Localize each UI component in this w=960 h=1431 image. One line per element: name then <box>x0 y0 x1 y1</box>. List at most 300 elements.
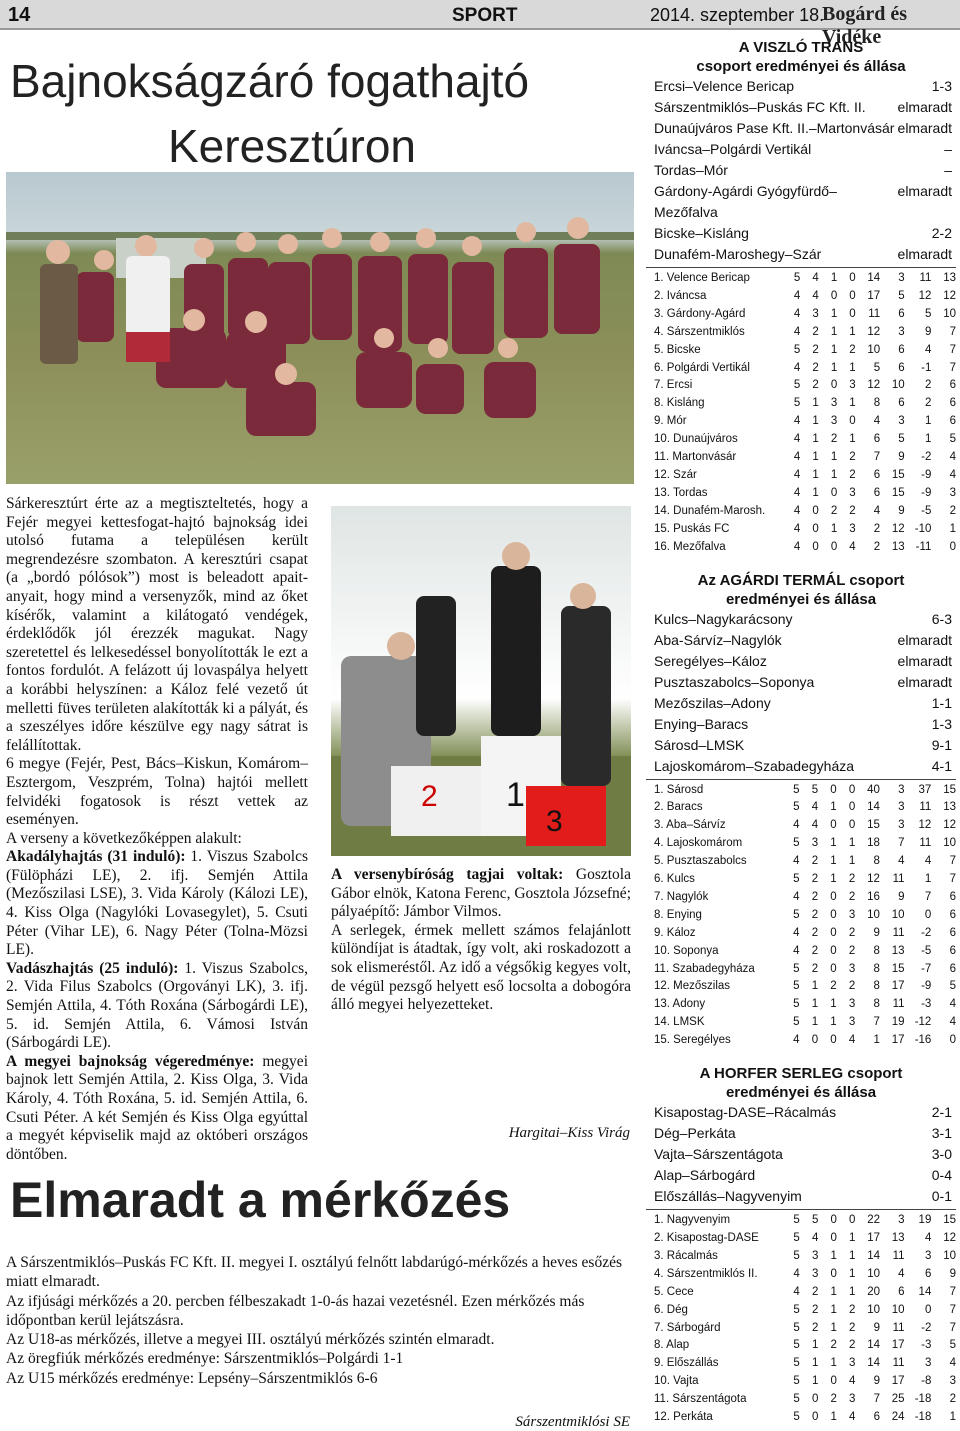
stat-cell: 1 <box>949 522 956 535</box>
stat-cell: 3 <box>898 325 905 338</box>
stat-cell: 4 <box>849 540 856 553</box>
stat-cell: 6 <box>873 486 881 499</box>
stat-cell: 14 <box>867 1357 880 1370</box>
team-name: 6. Dég <box>654 1303 688 1316</box>
stat-cell: -2 <box>921 451 932 464</box>
stat-cell: 1 <box>830 801 837 814</box>
team-name: 15. Seregélyes <box>654 1034 731 1047</box>
stat-cell: 7 <box>898 837 905 850</box>
stat-cell: 4 <box>898 855 905 868</box>
stat-cell: 3 <box>848 962 856 975</box>
stat-cell: 2 <box>849 343 856 356</box>
match-teams: Ercsi–Velence Bericap <box>654 78 795 94</box>
stat-cell: 9 <box>898 451 905 464</box>
stat-cell: 5 <box>793 873 800 886</box>
stat-cell: 2 <box>924 397 932 410</box>
stat-cell: 4 <box>848 1034 856 1047</box>
stat-cell: 1 <box>830 837 837 850</box>
newspaper-brand: Bogárd és Vidéke <box>822 3 907 48</box>
stat-cell: -5 <box>921 504 932 517</box>
stat-cell: 7 <box>873 1016 880 1029</box>
stat-cell: 2 <box>849 1321 856 1334</box>
team-name: 2. Kisapostag-DASE <box>654 1232 759 1244</box>
group-photo-graphic <box>6 172 634 484</box>
stat-cell: 1 <box>849 397 856 410</box>
stat-cell: 1 <box>811 1375 819 1388</box>
section-title: SPORT <box>452 5 518 26</box>
stat-cell: 1 <box>830 343 838 356</box>
stat-cell: 7 <box>949 1285 956 1298</box>
stat-cell: 5 <box>793 980 800 993</box>
stat-cell: 0 <box>849 289 856 302</box>
stat-cell: -8 <box>921 1375 932 1388</box>
match-score: 0-4 <box>931 1167 952 1184</box>
match-score: – <box>944 141 952 157</box>
match-score: 2-1 <box>931 1104 952 1121</box>
stat-cell: 1 <box>830 873 837 886</box>
group2-title: Az AGÁRDI TERMÁL csoport <box>697 571 905 589</box>
match-teams: Dég–Perkáta <box>654 1125 736 1142</box>
stat-cell: 14 <box>867 272 881 284</box>
stat-cell: 4 <box>949 451 956 464</box>
team-name: 15. Puskás FC <box>654 522 730 535</box>
stat-cell: 8 <box>873 397 881 410</box>
group1-heading <box>646 38 956 76</box>
match-teams: Tordas–Mór <box>654 162 728 178</box>
article-title-line1: Bajnokságzáró fogathajtó <box>10 55 530 107</box>
stat-cell: 2 <box>830 1393 837 1406</box>
standings-row <box>646 943 956 961</box>
team-name: 7. Sárbogárd <box>654 1321 721 1334</box>
team-name: 2. Iváncsa <box>654 289 707 302</box>
match-teams: Bicske–Kisláng <box>654 225 749 241</box>
stat-cell: 15 <box>891 468 905 481</box>
stat-cell: 5 <box>793 1339 800 1352</box>
stat-cell: 0 <box>830 1214 837 1227</box>
stat-cell: 3 <box>849 379 856 392</box>
stat-cell: 3 <box>949 486 956 499</box>
team-name: 14. LMSK <box>654 1016 705 1029</box>
standings-row <box>646 360 956 378</box>
stat-cell: 6 <box>898 343 905 356</box>
team-name: 5. Pusztaszabolcs <box>654 855 747 868</box>
stat-cell: 0 <box>812 522 819 535</box>
match-result-row <box>646 76 956 97</box>
stat-cell: 13 <box>943 801 956 814</box>
stat-cell: 4 <box>793 1267 800 1280</box>
stat-cell: 2 <box>849 468 856 481</box>
stat-cell: 17 <box>891 1034 905 1047</box>
stat-cell: 11 <box>919 801 932 814</box>
stat-cell: 4 <box>924 343 932 356</box>
stat-cell: 5 <box>898 289 905 302</box>
label-final: A megyei bajnokság végeredménye: <box>6 1052 255 1070</box>
match-score: 4-1 <box>931 757 952 774</box>
stat-cell: 1 <box>830 361 838 374</box>
standings-row <box>646 1391 956 1409</box>
group2-results <box>646 609 956 777</box>
stat-cell: 1 <box>812 486 819 499</box>
team-name: 9. Káloz <box>654 926 696 939</box>
stat-cell: 2 <box>811 873 819 886</box>
group3-results <box>646 1102 956 1207</box>
match-teams: Sárosd–LMSK <box>654 736 745 753</box>
issue-date: 2014. szeptember 18. <box>650 5 825 25</box>
stat-cell: 11 <box>892 873 905 886</box>
stat-cell: 1 <box>830 451 838 464</box>
match-teams: Iváncsa–Polgárdi Vertikál <box>654 141 812 157</box>
stat-cell: 6 <box>949 944 956 957</box>
stat-cell: -12 <box>914 1016 932 1029</box>
stat-cell: 3 <box>924 1249 932 1262</box>
article2-body <box>6 1253 634 1388</box>
stat-cell: 2 <box>873 540 881 553</box>
stat-cell: 1 <box>811 998 819 1011</box>
stat-cell: 2 <box>830 1339 837 1352</box>
stat-cell: 4 <box>793 325 801 338</box>
team-name: 8. Kisláng <box>654 397 705 410</box>
stat-cell: -7 <box>921 962 932 975</box>
stat-cell: 1 <box>849 1249 856 1262</box>
stat-cell: 7 <box>949 343 956 356</box>
stat-cell: 3 <box>849 1393 856 1406</box>
stat-cell: 6 <box>949 890 956 903</box>
divider <box>646 267 956 268</box>
team-name: 6. Kulcs <box>654 873 695 886</box>
stat-cell: 8 <box>873 944 880 957</box>
match-score: – <box>944 162 952 178</box>
stat-cell: -10 <box>914 522 932 535</box>
stat-cell: 8 <box>873 855 880 868</box>
team-name: 7. Ercsi <box>654 379 693 392</box>
team-name: 1. Nagyvenyim <box>654 1214 731 1227</box>
stat-cell: 2 <box>830 433 838 446</box>
stat-cell: 4 <box>812 289 819 302</box>
stat-cell: 3 <box>898 819 905 832</box>
match-teams: Mezőszilas–Adony <box>654 694 771 711</box>
stat-cell: 1 <box>830 1285 837 1298</box>
stat-cell: 14 <box>867 1249 880 1262</box>
stat-cell: 6 <box>873 468 881 481</box>
team-name: 12. Mezőszilas <box>654 980 731 993</box>
stat-cell: 4 <box>811 819 819 832</box>
team-name: 16. Mezőfalva <box>654 540 726 553</box>
match-teams: Pusztaszabolcs–Soponya <box>654 673 815 690</box>
standings-row <box>646 306 956 324</box>
stat-cell: 9 <box>898 504 905 517</box>
stat-cell: 14 <box>867 801 880 814</box>
jury-members: Gosztola Gábor elnök, Katona Ferenc, Gosztola Józsefné; pályaépítő: Jámbor Vilmos. <box>331 866 631 921</box>
standings-row <box>646 1373 956 1391</box>
stat-cell: 0 <box>924 908 932 921</box>
stat-cell: 5 <box>793 908 800 921</box>
stat-cell: 14 <box>867 1339 880 1352</box>
match-teams: Aba-Sárvíz–Nagylók <box>654 631 782 648</box>
stat-cell: 1 <box>830 1249 837 1262</box>
stat-cell: 0 <box>830 926 837 939</box>
stat-cell: 5 <box>793 1214 800 1227</box>
match-score: 9-1 <box>931 736 952 753</box>
standings-row <box>646 782 956 800</box>
stat-cell: -11 <box>915 540 932 553</box>
stat-cell: 12 <box>943 289 956 302</box>
stat-cell: 4 <box>793 1285 800 1298</box>
stat-cell: 9 <box>898 890 905 903</box>
stat-cell: 4 <box>793 415 801 428</box>
standings-row <box>646 1320 956 1338</box>
team-name: 6. Polgárdi Vertikál <box>654 361 750 374</box>
stat-cell: -16 <box>914 1034 932 1047</box>
match-result-row <box>646 139 956 160</box>
match-result-row <box>646 714 956 735</box>
stat-cell: 8 <box>873 998 880 1011</box>
stat-cell: 0 <box>830 908 837 921</box>
standings-row <box>646 889 956 907</box>
match-result-row <box>646 97 956 118</box>
article-paragraph: 6 megye (Fejér, Pest, Bács–Kiskun, Komárom–Esztergom, Veszprém, Tolna) hajtói mellett felvidéki fogatosok is részt vettek az eseményen. <box>6 755 308 829</box>
team-name: 1. Velence Bericap <box>654 272 750 284</box>
stat-cell: 11 <box>892 1357 905 1370</box>
stat-cell: 2 <box>830 980 837 993</box>
stat-cell: 1 <box>830 1321 837 1334</box>
match-result-row <box>646 223 956 244</box>
standings-row <box>646 1230 956 1248</box>
stat-cell: 4 <box>924 1232 932 1244</box>
group1-results <box>646 76 956 265</box>
team-name: 3. Aba–Sárvíz <box>654 819 726 832</box>
stat-cell: 7 <box>873 1393 880 1406</box>
stat-cell: 0 <box>830 944 837 957</box>
standings-row <box>646 835 956 853</box>
stat-cell: 15 <box>943 1214 956 1227</box>
team-name: 10. Vajta <box>654 1375 699 1388</box>
label-hunting: Vadászhajtás (25 induló): <box>6 959 179 977</box>
podium-photo <box>331 506 631 856</box>
stat-cell: 1 <box>848 855 856 868</box>
match-result-row <box>646 651 956 672</box>
stat-cell: 5 <box>949 1339 956 1352</box>
article2-line: A Sárszentmiklós–Puskás FC Kft. II. megyei I. osztályú felnőtt labdarúgó-mérkőzés a heves esőzés miatt elmaradt. <box>6 1254 622 1291</box>
stat-cell: -2 <box>921 926 932 939</box>
team-name: 13. Tordas <box>654 486 708 499</box>
article-paragraph <box>331 866 631 922</box>
stat-cell: 11 <box>868 307 881 320</box>
standings-row <box>646 485 956 503</box>
standings-row <box>646 503 956 521</box>
standings-row <box>646 449 956 467</box>
final-results: megyei bajnok lett Semjén Attila, 2. Kiss Olga, 3. Vida Károly, 4. Tóth Roxána, 5. id. Semjén Attila, 6. Csuti Péter. A két Semjén és Kiss Olga egyúttal a megyét képviselik majd az októberi országos döntőben. <box>6 1052 308 1163</box>
standings-row <box>646 521 956 539</box>
stat-cell: 0 <box>830 1034 837 1047</box>
stat-cell: 5 <box>873 361 881 374</box>
match-score: elmaradt <box>897 183 952 199</box>
stat-cell: 11 <box>892 1321 905 1334</box>
match-teams: Kisapostag-DASE–Rácalmás <box>654 1104 837 1121</box>
stat-cell: 2 <box>848 944 856 957</box>
stat-cell: 19 <box>891 1016 905 1029</box>
stat-cell: 1 <box>849 1267 856 1280</box>
stat-cell: 2 <box>811 1285 819 1298</box>
stat-cell: 14 <box>918 1285 932 1298</box>
stat-cell: -9 <box>921 486 932 499</box>
stat-cell: 1 <box>812 433 819 446</box>
stat-cell: 0 <box>830 890 837 903</box>
match-score: elmaradt <box>897 631 952 648</box>
label-obstacle: Akadályhajtás (31 induló): <box>6 848 186 866</box>
team-name: 5. Bicske <box>654 343 701 356</box>
stat-cell: 4 <box>793 944 800 957</box>
stat-cell: 10 <box>943 307 956 320</box>
stat-cell: 11 <box>892 926 905 939</box>
stat-cell: 0 <box>849 307 856 320</box>
team-name: 11. Sárszentágota <box>654 1393 747 1406</box>
stat-cell: 4 <box>811 801 819 814</box>
stat-cell: 3 <box>811 1249 819 1262</box>
stat-cell: 4 <box>793 890 800 903</box>
stat-cell: 3 <box>898 272 905 284</box>
match-teams: Dunaújváros Pase Kft. II.–Martonvásár <box>654 120 895 136</box>
match-teams: Enying–Baracs <box>654 715 749 732</box>
stat-cell: -9 <box>921 980 932 993</box>
group3-subtitle: eredményei és állása <box>725 1084 877 1102</box>
stat-cell: 0 <box>830 1232 837 1244</box>
team-name: 1. Sárosd <box>654 783 704 796</box>
stat-cell: 12 <box>867 379 881 392</box>
stat-cell: 2 <box>849 451 856 464</box>
match-result-row <box>646 1186 956 1207</box>
stat-cell: 11 <box>892 1249 905 1262</box>
stat-cell: 4 <box>924 855 932 868</box>
team-name: 8. Enying <box>654 908 702 921</box>
group3-heading <box>646 1064 956 1102</box>
divider <box>646 779 956 780</box>
team-name: 10. Dunaújváros <box>654 433 738 446</box>
article2-line: Az U18-as mérkőzés, illetve a megyei III. osztályú mérkőzés szintén elmaradt. <box>6 1331 495 1349</box>
stat-cell: 19 <box>918 1214 932 1227</box>
group1-standings <box>646 270 956 557</box>
stat-cell: 37 <box>918 783 932 796</box>
stat-cell: 2 <box>830 504 838 517</box>
standings-row <box>646 1248 956 1266</box>
stat-cell: 4 <box>812 272 819 284</box>
stat-cell: 1 <box>812 468 819 481</box>
stat-cell: 4 <box>793 504 801 517</box>
stat-cell: 0 <box>830 289 838 302</box>
stat-cell: 5 <box>949 980 956 993</box>
stat-cell: 3 <box>811 837 819 850</box>
article-paragraph: A serlegek, érmek mellett számos felajánlott különdíjat is átadtak, így volt, aki roskadozott a sok elismeréstől. Az idő a végsőkig kegyes volt, de végül pezsgő helyett eső locsolta a dobogóra álló megyei helyezetteket. <box>331 921 631 1014</box>
team-name: 9. Előszállás <box>654 1357 719 1370</box>
stat-cell: -9 <box>921 468 932 481</box>
article-paragraph <box>6 960 308 1053</box>
stat-cell: 1 <box>849 361 856 374</box>
stat-cell: 2 <box>811 944 819 957</box>
stat-cell: 2 <box>848 873 856 886</box>
stat-cell: 2 <box>849 1339 856 1352</box>
match-result-row <box>646 160 956 181</box>
stat-cell: 2 <box>949 504 956 517</box>
stat-cell: 2 <box>812 361 819 374</box>
standings-row <box>646 467 956 485</box>
standings-row <box>646 1284 956 1302</box>
stat-cell: 12 <box>918 819 932 832</box>
stat-cell: 10 <box>943 837 956 850</box>
stat-cell: 2 <box>812 325 819 338</box>
stat-cell: 15 <box>891 962 905 975</box>
stat-cell: 15 <box>891 486 905 499</box>
article-credit: Hargitai–Kiss Virág <box>508 1125 630 1141</box>
stat-cell: 4 <box>793 522 801 535</box>
match-result-row <box>646 1123 956 1144</box>
match-result-row <box>646 1144 956 1165</box>
stat-cell: 4 <box>793 433 801 446</box>
stat-cell: 1 <box>849 1285 856 1298</box>
stat-cell: 12 <box>867 873 880 886</box>
stat-cell: 1 <box>830 522 838 535</box>
stat-cell: 17 <box>891 1339 905 1352</box>
article2-line: Az ifjúsági mérkőzés a 20. percben félbeszakadt 1-0-ás hazai vezetésnél. Ezen mérkőzés más időpontban kerül lejátszásra. <box>6 1292 585 1329</box>
stat-cell: 5 <box>793 1375 800 1388</box>
standings-row <box>646 1355 956 1373</box>
stat-cell: 2 <box>849 504 856 517</box>
svg-text:3: 3 <box>546 805 563 838</box>
stat-cell: 1 <box>949 1411 956 1424</box>
stat-cell: 1 <box>924 415 932 428</box>
match-result-row <box>646 244 956 265</box>
stat-cell: 0 <box>924 1303 932 1316</box>
stat-cell: 10 <box>891 379 905 392</box>
stat-cell: 2 <box>848 890 856 903</box>
match-score: elmaradt <box>897 652 952 669</box>
match-score: 0-1 <box>931 1188 952 1205</box>
stat-cell: 6 <box>949 962 956 975</box>
stat-cell: 5 <box>793 801 800 814</box>
team-name: 12. Szár <box>654 468 697 481</box>
article-paragraph: Sárkeresztúrt érte az a megtiszteltetés, hogy a Fejér megyei kettesfogat-hajtó bajnokság idei utolsó futama a településen került megrendezésre szombaton. A keresztúri csapat (a „bordó pólósok”) most is beleadott apait-anyait, hogy mind a versenyzők, mind az őket kísérők, valamint a kilátogató vendégek, érdeklődők jól érezzék magukat. Nagy szeretettel és lelkesedéssel bonyolították le ezt a fontos fordulót. A felázott új lovaspálya helyett a korábbi helyszínen: a Káloz felé vezető út melletti füves területen alakították ki a pályát, és a szeszélyes időre készülve egy nagy sátrat is felállítottak. <box>6 495 308 754</box>
stat-cell: 9 <box>949 1267 956 1280</box>
stat-cell: 4 <box>793 926 800 939</box>
stat-cell: 9 <box>873 1321 880 1334</box>
article-body-col2 <box>331 866 631 1015</box>
match-score: elmaradt <box>897 120 952 136</box>
stat-cell: 5 <box>793 837 800 850</box>
label-jury: A versenybíróság tagjai voltak: <box>331 866 564 883</box>
standings-row <box>646 413 956 431</box>
stat-cell: 10 <box>943 1249 956 1262</box>
match-result-row <box>646 1165 956 1186</box>
stat-cell: 0 <box>849 272 856 284</box>
stat-cell: 1 <box>830 1411 837 1424</box>
stat-cell: 5 <box>811 783 819 796</box>
stat-cell: 0 <box>949 540 956 553</box>
article-body-col1 <box>6 495 308 1164</box>
standings-row <box>646 1212 956 1230</box>
group1-title: A VISZLÓ TRANS <box>738 39 864 56</box>
stat-cell: 1 <box>830 307 838 320</box>
stat-cell: 0 <box>830 379 838 392</box>
stat-cell: 3 <box>830 397 838 410</box>
article2-title: Elmaradt a mérkőzés <box>10 1172 511 1228</box>
stat-cell: 40 <box>867 783 880 796</box>
stat-cell: 3 <box>848 908 856 921</box>
team-name: 4. Sárszentmiklós II. <box>654 1267 758 1280</box>
stat-cell: 2 <box>811 908 819 921</box>
stat-cell: 5 <box>793 1249 800 1262</box>
standings-row <box>646 431 956 449</box>
match-result-row <box>646 609 956 630</box>
stat-cell: 11 <box>919 837 932 850</box>
stat-cell: -18 <box>914 1393 932 1406</box>
